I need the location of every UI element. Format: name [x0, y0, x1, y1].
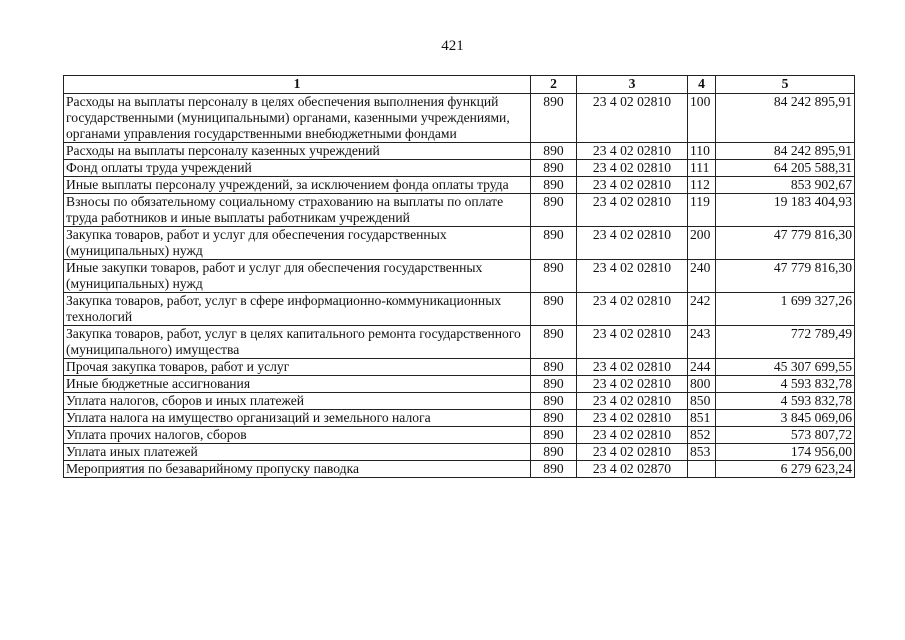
- target-article-cell: 23 4 02 02870: [577, 461, 688, 478]
- amount-cell: 3 845 069,06: [716, 410, 855, 427]
- grbs-code-cell: 890: [531, 260, 577, 293]
- header-col-4: 4: [688, 76, 716, 94]
- expense-name-cell: Иные бюджетные ассигнования: [64, 376, 531, 393]
- budget-table: [63, 75, 855, 478]
- grbs-code-cell: 890: [531, 376, 577, 393]
- amount-cell: 6 279 623,24: [716, 461, 855, 478]
- expense-type-cell: [688, 461, 716, 478]
- expense-type-cell: 111: [688, 160, 716, 177]
- expense-type-cell: 119: [688, 194, 716, 227]
- amount-cell: 573 807,72: [716, 427, 855, 444]
- amount-cell: 174 956,00: [716, 444, 855, 461]
- expense-name-cell: Фонд оплаты труда учреждений: [64, 160, 531, 177]
- expense-type-cell: 240: [688, 260, 716, 293]
- expense-type-cell: 852: [688, 427, 716, 444]
- grbs-code-cell: 890: [531, 410, 577, 427]
- target-article-cell: 23 4 02 02810: [577, 427, 688, 444]
- expense-name-cell: Иные выплаты персоналу учреждений, за исключением фонда оплаты труда: [64, 177, 531, 194]
- table-row: [64, 410, 855, 427]
- target-article-cell: 23 4 02 02810: [577, 143, 688, 160]
- expense-name-cell: Расходы на выплаты персоналу в целях обеспечения выполнения функций государственными (муниципальными) органами, казенными учреждениями, органами управления государственными внебюджетными фондами: [64, 94, 531, 143]
- grbs-code-cell: 890: [531, 461, 577, 478]
- expense-name-cell: Расходы на выплаты персоналу казенных учреждений: [64, 143, 531, 160]
- amount-cell: 853 902,67: [716, 177, 855, 194]
- expense-type-cell: 110: [688, 143, 716, 160]
- target-article-cell: 23 4 02 02810: [577, 94, 688, 143]
- page-number: 421: [441, 38, 464, 54]
- expense-name-cell: Уплата налога на имущество организаций и земельного налога: [64, 410, 531, 427]
- grbs-code-cell: 890: [531, 94, 577, 143]
- table-row: [64, 94, 855, 143]
- expense-type-cell: 200: [688, 227, 716, 260]
- expense-type-cell: 112: [688, 177, 716, 194]
- target-article-cell: 23 4 02 02810: [577, 160, 688, 177]
- table-row: [64, 359, 855, 376]
- target-article-cell: 23 4 02 02810: [577, 393, 688, 410]
- amount-cell: 47 779 816,30: [716, 227, 855, 260]
- expense-type-cell: 853: [688, 444, 716, 461]
- target-article-cell: 23 4 02 02810: [577, 376, 688, 393]
- header-col-2: 2: [531, 76, 577, 94]
- grbs-code-cell: 890: [531, 393, 577, 410]
- grbs-code-cell: 890: [531, 444, 577, 461]
- amount-cell: 19 183 404,93: [716, 194, 855, 227]
- amount-cell: 4 593 832,78: [716, 393, 855, 410]
- expense-type-cell: 850: [688, 393, 716, 410]
- table-row: [64, 227, 855, 260]
- target-article-cell: 23 4 02 02810: [577, 227, 688, 260]
- header-col-1: 1: [64, 76, 531, 94]
- target-article-cell: 23 4 02 02810: [577, 260, 688, 293]
- table-row: [64, 293, 855, 326]
- target-article-cell: 23 4 02 02810: [577, 177, 688, 194]
- table-row: [64, 461, 855, 478]
- table-body: [64, 94, 855, 478]
- grbs-code-cell: 890: [531, 177, 577, 194]
- table-row: [64, 143, 855, 160]
- expense-type-cell: 800: [688, 376, 716, 393]
- header-col-3: 3: [577, 76, 688, 94]
- table-row: [64, 376, 855, 393]
- expense-name-cell: Иные закупки товаров, работ и услуг для обеспечения государственных (муниципальных) нужд: [64, 260, 531, 293]
- table-row: [64, 444, 855, 461]
- expense-name-cell: Закупка товаров, работ и услуг для обеспечения государственных (муниципальных) нужд: [64, 227, 531, 260]
- expense-name-cell: Уплата налогов, сборов и иных платежей: [64, 393, 531, 410]
- grbs-code-cell: 890: [531, 143, 577, 160]
- table-header-row: [64, 76, 855, 94]
- table-row: [64, 393, 855, 410]
- table-row: [64, 427, 855, 444]
- grbs-code-cell: 890: [531, 194, 577, 227]
- expense-type-cell: 242: [688, 293, 716, 326]
- expense-name-cell: Прочая закупка товаров, работ и услуг: [64, 359, 531, 376]
- amount-cell: 4 593 832,78: [716, 376, 855, 393]
- expense-name-cell: Взносы по обязательному социальному страхованию на выплаты по оплате труда работников и иные выплаты работникам учреждений: [64, 194, 531, 227]
- table-row: [64, 160, 855, 177]
- expense-type-cell: 100: [688, 94, 716, 143]
- target-article-cell: 23 4 02 02810: [577, 444, 688, 461]
- target-article-cell: 23 4 02 02810: [577, 326, 688, 359]
- grbs-code-cell: 890: [531, 160, 577, 177]
- grbs-code-cell: 890: [531, 227, 577, 260]
- target-article-cell: 23 4 02 02810: [577, 410, 688, 427]
- expense-name-cell: Закупка товаров, работ, услуг в сфере информационно-коммуникационных технологий: [64, 293, 531, 326]
- expense-name-cell: Уплата иных платежей: [64, 444, 531, 461]
- grbs-code-cell: 890: [531, 293, 577, 326]
- expense-name-cell: Уплата прочих налогов, сборов: [64, 427, 531, 444]
- amount-cell: 1 699 327,26: [716, 293, 855, 326]
- expense-type-cell: 243: [688, 326, 716, 359]
- expense-name-cell: Закупка товаров, работ, услуг в целях капитального ремонта государственного (муниципального) имущества: [64, 326, 531, 359]
- amount-cell: 84 242 895,91: [716, 143, 855, 160]
- table-row: [64, 326, 855, 359]
- expense-type-cell: 244: [688, 359, 716, 376]
- amount-cell: 772 789,49: [716, 326, 855, 359]
- table-row: [64, 260, 855, 293]
- table-row: [64, 194, 855, 227]
- table-row: [64, 177, 855, 194]
- grbs-code-cell: 890: [531, 427, 577, 444]
- target-article-cell: 23 4 02 02810: [577, 359, 688, 376]
- expense-type-cell: 851: [688, 410, 716, 427]
- target-article-cell: 23 4 02 02810: [577, 194, 688, 227]
- grbs-code-cell: 890: [531, 326, 577, 359]
- expense-name-cell: Мероприятия по безаварийному пропуску паводка: [64, 461, 531, 478]
- amount-cell: 47 779 816,30: [716, 260, 855, 293]
- target-article-cell: 23 4 02 02810: [577, 293, 688, 326]
- grbs-code-cell: 890: [531, 359, 577, 376]
- header-col-5: 5: [716, 76, 855, 94]
- amount-cell: 45 307 699,55: [716, 359, 855, 376]
- amount-cell: 84 242 895,91: [716, 94, 855, 143]
- amount-cell: 64 205 588,31: [716, 160, 855, 177]
